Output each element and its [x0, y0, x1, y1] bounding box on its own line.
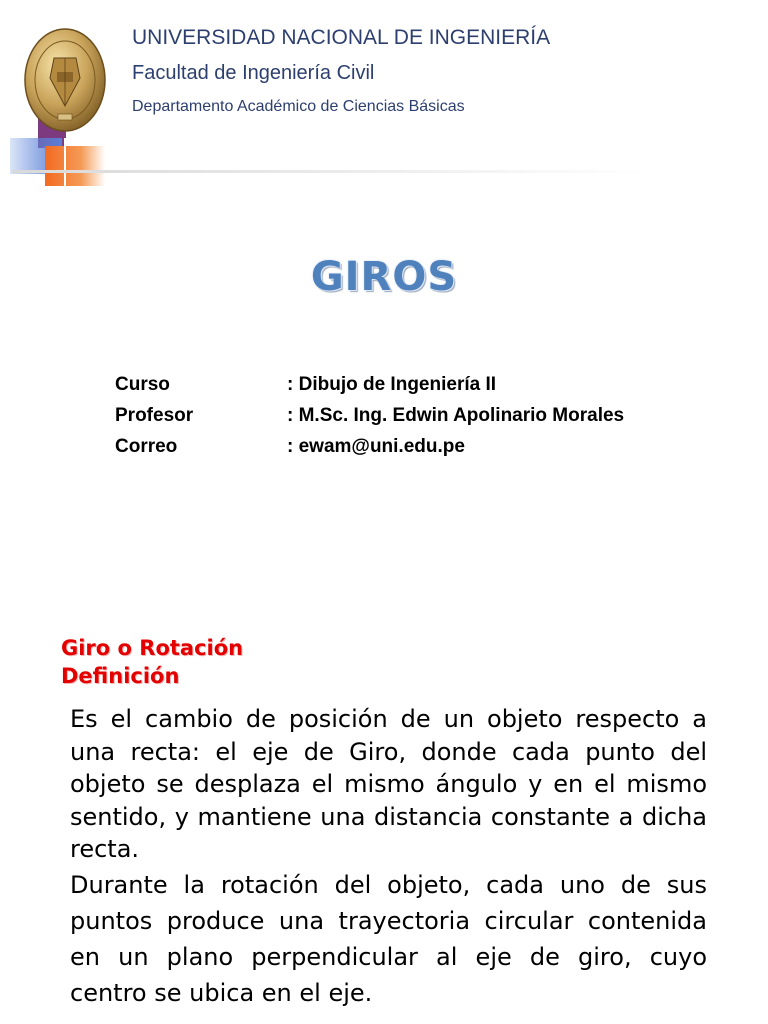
info-value: : Dibujo de Ingeniería II [287, 374, 497, 395]
university-name: UNIVERSIDAD NACIONAL DE INGENIERÍA [132, 26, 551, 49]
section-heading: Giro o Rotación [61, 636, 244, 660]
header-divider [12, 170, 652, 173]
info-row-professor [115, 405, 624, 436]
university-seal-icon [24, 28, 106, 132]
deco-orange-block [45, 146, 105, 186]
paragraph: Es el cambio de posición de un objeto respecto a una recta: el eje de Giro, donde cada punto del objeto se desplaza el mismo ángulo y en el mismo sentido, y mantiene una distancia constante a dicha recta. [70, 705, 707, 863]
department-name: Departamento Académico de Ciencias Básicas [132, 98, 465, 115]
info-value: : ewam@uni.edu.pe [287, 436, 465, 457]
info-row-course [115, 374, 624, 405]
course-info [115, 374, 624, 467]
deco-vertical-line [64, 138, 66, 188]
paragraph: Durante la rotación del objeto, cada uno de sus puntos produce una trayectoria circular contenida en un plano perpendicular al eje de giro, cuyo centro se ubica en el eje. [70, 870, 707, 1007]
info-label: Profesor [115, 405, 194, 426]
info-label: Curso [115, 374, 170, 395]
info-value: : M.Sc. Ing. Edwin Apolinario Morales [287, 405, 625, 426]
definition-text [70, 703, 707, 1011]
info-label: Correo [115, 436, 178, 457]
info-row-email [115, 436, 624, 467]
page-title: GIROS [310, 254, 458, 300]
faculty-name: Facultad de Ingeniería Civil [132, 62, 375, 84]
section-subheading: Definición [61, 664, 180, 688]
